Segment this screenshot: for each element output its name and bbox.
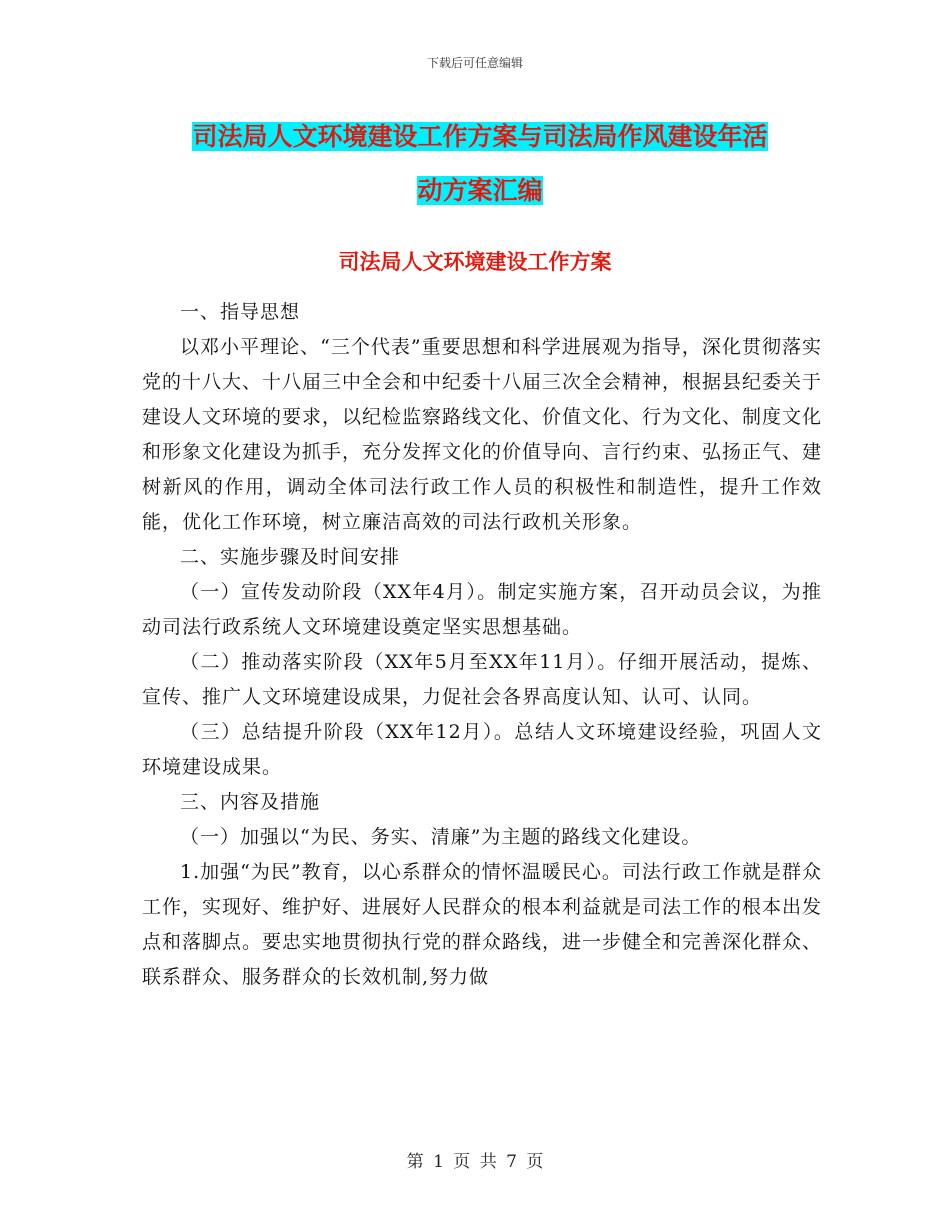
paragraph: 以邓小平理论、“三个代表”重要思想和科学进展观为指导，深化贯彻落实党的十八大、十八届三中全会和中纪委十八届三次全会精神，根据县纪委关于建设人文环境的要求，以纪检监察路线文化、价值文化、行为文化、制度文化和形象文化建设为抓手，充分发挥文化的价值导向、言行约束、弘扬正气、建树新风的作用，调动全体司法行政工作人员的积极性和制造性，提升工作效能，优化工作环境，树立廉洁高效的司法行政机关形象。: [142, 336, 823, 533]
section-title: 司法局人文环境建设工作方案: [338, 250, 612, 274]
document-title: [150, 110, 810, 218]
page-footer: 第 1 页 共 7 页: [406, 1152, 544, 1172]
document-title-line-2: 动方案汇编: [417, 176, 543, 205]
paragraph: 1.加强“为民”教育，以心系群众的情怀温暖民心。司法行政工作就是群众工作，实现好、维护好、进展好人民群众的根本利益就是司法工作的根本出发点和落脚点。要忠实地贯彻执行党的群众路线，进一步健全和完善深化群众、联系群众、服务群众的长效机制,努力做: [142, 861, 823, 988]
page-header: 下载后可任意编辑: [426, 56, 523, 70]
heading-content-measures: 三、内容及措施: [180, 791, 321, 813]
paragraph: （二）推动落实阶段（XX年5月至XX年11月）。仔细开展活动，提炼、宣传、推广人文环境建设成果，力促社会各界高度认知、认可、认同。: [142, 651, 822, 708]
paragraph: （一）宣传发动阶段（XX年4月）。制定实施方案，召开动员会议，为推动司法行政系统人文环境建设奠定坚实思想基础。: [142, 581, 822, 638]
heading-guiding-ideology: 一、指导思想: [180, 301, 301, 323]
paragraph: （一）加强以“为民、务实、清廉”为主题的路线文化建设。: [180, 826, 702, 848]
document-body: [142, 295, 822, 995]
heading-implementation-steps: 二、实施步骤及时间安排: [180, 546, 401, 568]
paragraph: （三）总结提升阶段（XX年12月）。总结人文环境建设经验，巩固人文环境建设成果。: [142, 721, 822, 778]
document-title-line-1: 司法局人文环境建设工作方案与司法局作风建设年活: [192, 122, 768, 151]
